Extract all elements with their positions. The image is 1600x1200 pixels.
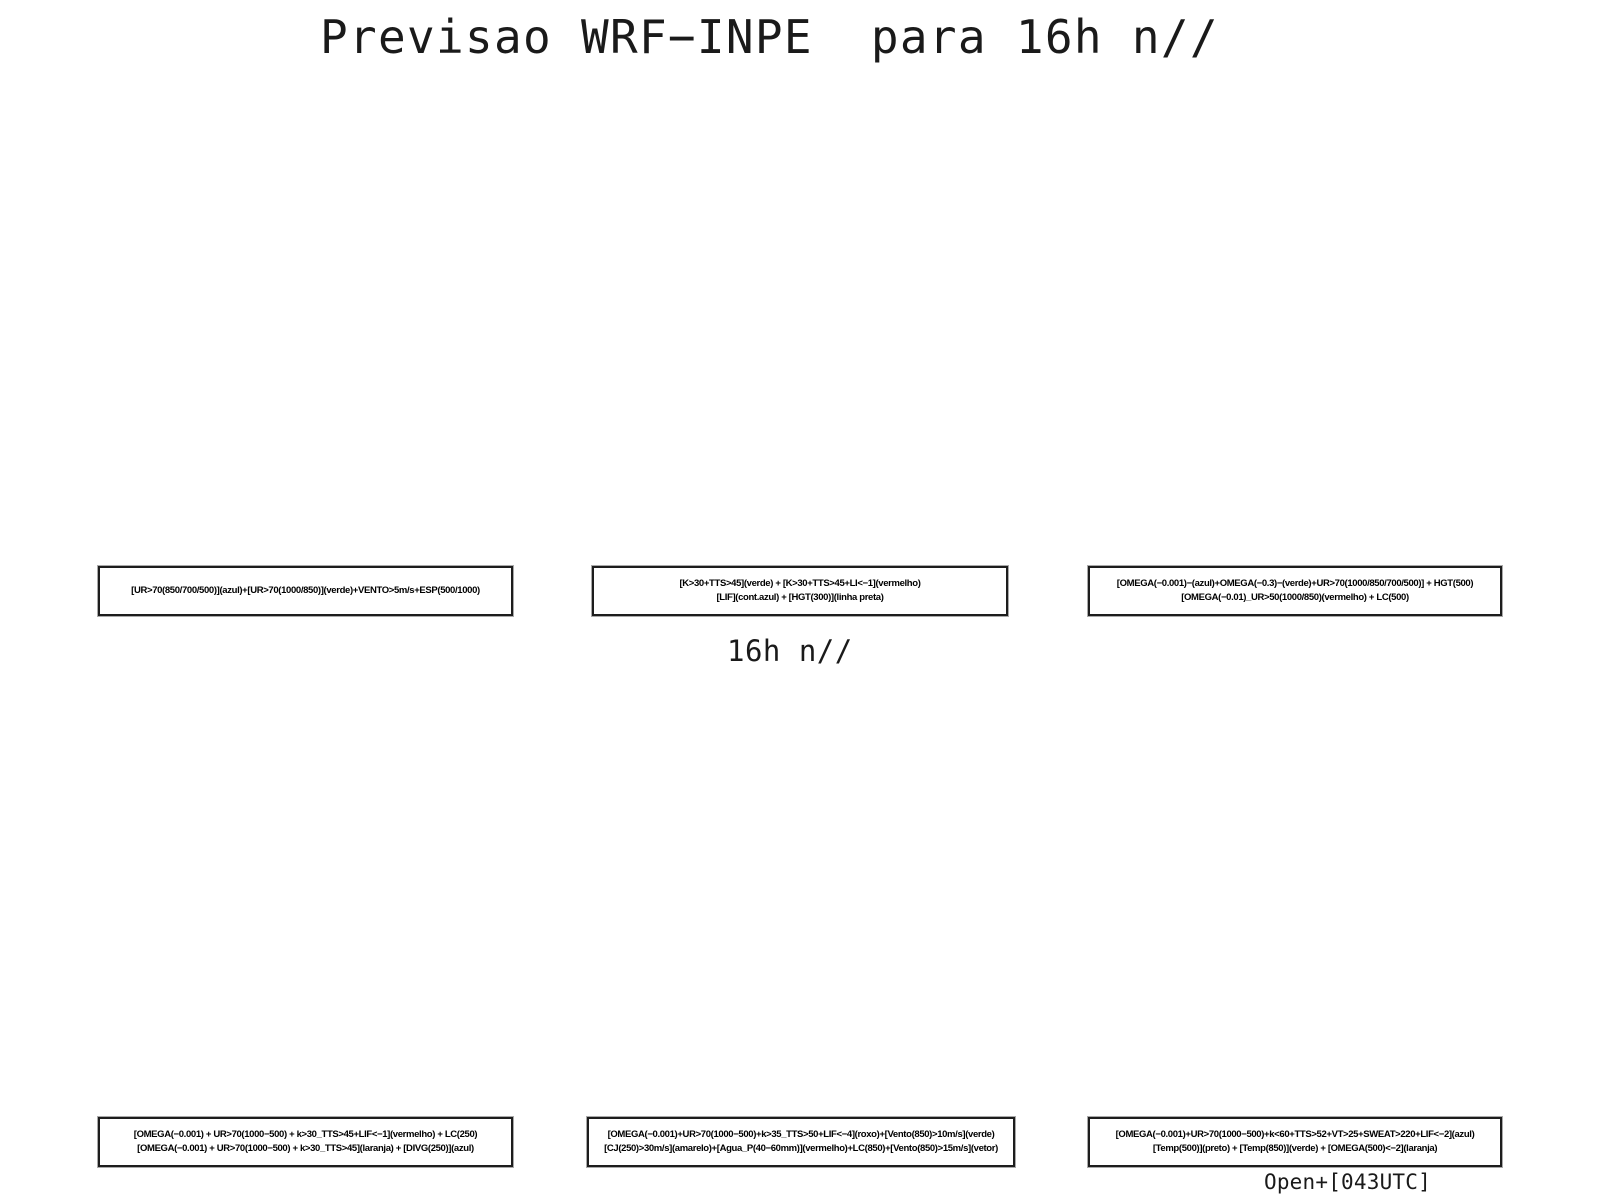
caption-line: [K>30+TTS>45](verde) + [K>30+TTS>45+LI<−1](vermelho) bbox=[679, 578, 921, 589]
caption-line: [LIF](cont.azul) + [HGT(300)](linha preta) bbox=[716, 592, 884, 603]
run-time-label: Open+[043UTC] bbox=[1264, 1170, 1431, 1194]
caption-line: [CJ(250)>30m/s](amarelo)+[Agua_P(40−60mm)](vermelho)+LC(850)+[Vento(850)>15m/s](vetor) bbox=[604, 1143, 998, 1154]
caption-box-bottom-center bbox=[587, 1117, 1015, 1167]
caption-line: [OMEGA(−0.001) + UR>70(1000−500) + k>30_TTS>45](laranja) + [DIVG(250)](azul) bbox=[137, 1143, 474, 1154]
caption-box-top-center bbox=[592, 566, 1008, 616]
caption-line: [OMEGA(−0.001)+UR>70(1000−500)+k<60+TTS>52+VT>25+SWEAT>220+LIF<−2](azul) bbox=[1115, 1129, 1475, 1140]
caption-line: [OMEGA(−0.001)−(azul)+OMEGA(−0.3)−(verde)+UR>70(1000/850/700/500)] + HGT(500) bbox=[1116, 578, 1474, 589]
caption-box-top-left bbox=[98, 566, 513, 616]
caption-line: [Temp(500)](preto) + [Temp(850)](verde) + [OMEGA(500)<−2](laranja) bbox=[1152, 1143, 1438, 1154]
caption-line: [OMEGA(−0.001)+UR>70(1000−500)+k>35_TTS>50+LIF<−4](roxo)+[Vento(850)>10m/s](verde) bbox=[607, 1129, 995, 1140]
caption-line: [OMEGA(−0.01)_UR>50(1000/850)(vermelho) + LC(500) bbox=[1181, 592, 1409, 603]
forecast-hour-label: 16h n// bbox=[727, 634, 853, 668]
caption-line: [UR>70(850/700/500)](azul)+[UR>70(1000/850)](verde)+VENTO>5m/s+ESP(500/1000) bbox=[131, 585, 480, 596]
caption-box-top-right bbox=[1088, 566, 1502, 616]
caption-box-bottom-right bbox=[1088, 1117, 1502, 1167]
caption-box-bottom-left bbox=[98, 1117, 513, 1167]
caption-line: [OMEGA(−0.001) + UR>70(1000−500) + k>30_TTS>45+LIF<−1](vermelho) + LC(250) bbox=[133, 1129, 478, 1140]
page-title: Previsao WRF−INPE para 16h n// bbox=[320, 10, 1219, 64]
